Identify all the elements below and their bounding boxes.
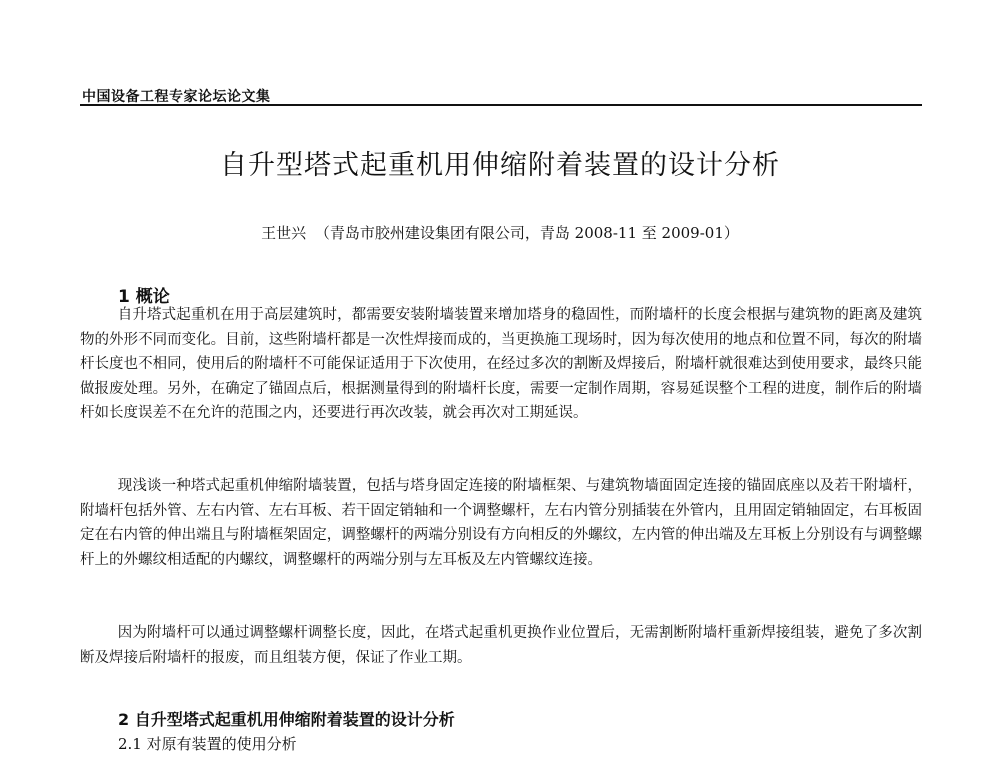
header-rule bbox=[80, 104, 922, 106]
section-1-paragraph-3: 因为附墙杆可以通过调整螺杆调整长度，因此，在塔式起重机更换作业位置后，无需割断附墙杆重新焊接组装，避免了多次割断及焊接后附墙杆的报废，而且组装方便，保证了作业工期。 bbox=[80, 625, 922, 666]
section-2-heading: 2 自升型塔式起重机用伸缩附着装置的设计分析 bbox=[118, 710, 455, 729]
section-1-heading: 1 概论 bbox=[118, 287, 170, 307]
subsection-2-1-heading: 2.1 对原有装置的使用分析 bbox=[118, 735, 297, 753]
author-name: 王世兴 bbox=[261, 224, 307, 242]
article-title: 自升型塔式起重机用伸缩附着装置的设计分析 bbox=[220, 150, 780, 181]
author-affiliation: （青岛市胶州建设集团有限公司，青岛 2008-11 至 2009-01） bbox=[314, 224, 739, 242]
running-header: 中国设备工程专家论坛论文集 bbox=[82, 89, 271, 105]
section-1-paragraph-2: 现浅谈一种塔式起重机伸缩附墙装置，包括与塔身固定连接的附墙框架、与建筑物墙面固定连接的锚固底座以及若干附墙杆，附墙杆包括外管、左右内管、左右耳板、若干固定销轴和一个调整螺杆，左右内管分别插装在外管内，且用固定销轴固定，右耳板固定在右内管的伸出端且与附墙框架固定，调整螺杆的两端分别设有方向相反的外螺纹，左内管的伸出端及左耳板上分别设有与调整螺杆上的外螺纹相适配的内螺纹，调整螺杆的两端分别与左耳板及左内管螺纹连接。 bbox=[80, 478, 922, 568]
byline bbox=[0, 222, 1000, 243]
section-1-paragraph-1: 自升塔式起重机在用于高层建筑时，都需要安装附墙装置来增加塔身的稳固性，而附墙杆的长度会根据与建筑物的距离及建筑物的外形不同而变化。目前，这些附墙杆都是一次性焊接而成的，当更换施工现场时，因为每次使用的地点和位置不同，每次的附墙杆长度也不相同，使用后的附墙杆不可能保证适用于下次使用，在经过多次的割断及焊接后，附墙杆就很难达到使用要求，最终只能做报废处理。另外，在确定了锚固点后，根据测量得到的附墙杆长度，需要一定制作周期，容易延误整个工程的进度，制作后的附墙杆如长度误差不在允许的范围之内，还要进行再次改装，就会再次对工期延误。 bbox=[80, 307, 922, 421]
